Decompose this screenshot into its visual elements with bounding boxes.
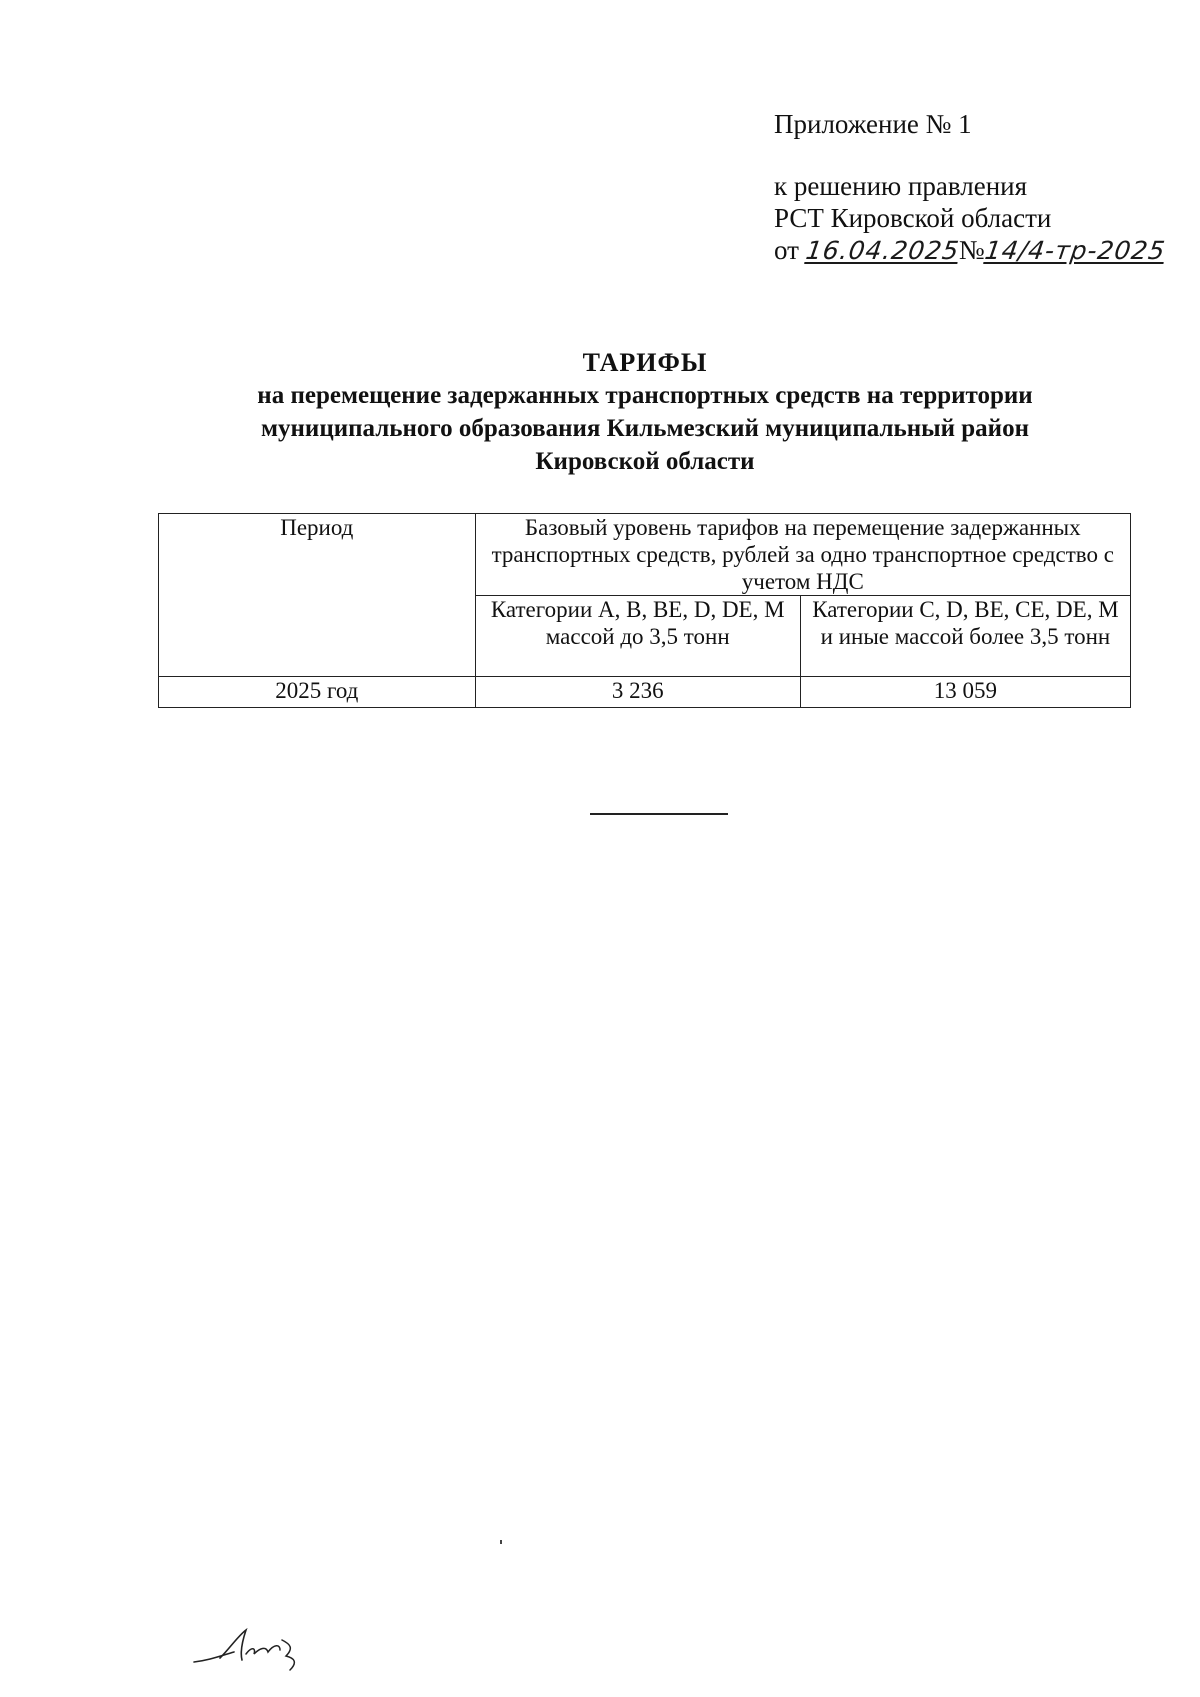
document-title bbox=[150, 346, 1140, 478]
annex-number: Приложение № 1 bbox=[774, 109, 972, 139]
handwritten-decision-number: 14/4-тр-2025 bbox=[982, 236, 1167, 265]
scan-speck bbox=[500, 1540, 502, 1544]
header-heavy-category: Категории C, D, BE, CE, DE, M и иные массой более 3,5 тонн bbox=[800, 596, 1130, 677]
end-divider bbox=[590, 813, 728, 815]
handwritten-signature-icon bbox=[190, 1618, 340, 1678]
annex-date-prefix: от bbox=[774, 235, 799, 265]
title-line-3: Кировской области bbox=[535, 448, 755, 475]
table-row bbox=[159, 677, 1131, 708]
title-line-2: муниципального образования Кильмезский муниципальный район bbox=[261, 415, 1029, 442]
header-light-category: Категории A, B, BE, D, DE, M массой до 3,5 тонн bbox=[475, 596, 800, 677]
annex-to-decision: к решению правления bbox=[774, 171, 1028, 201]
cell-light-tariff: 3 236 bbox=[475, 677, 800, 708]
header-period: Период bbox=[159, 514, 476, 677]
annex-header bbox=[774, 108, 1165, 267]
tariffs-table bbox=[158, 513, 1131, 708]
annex-date-line bbox=[774, 234, 1165, 267]
annex-number-sign: № bbox=[958, 235, 985, 265]
annex-organization: РСТ Кировской области bbox=[774, 203, 1052, 233]
cell-heavy-tariff: 13 059 bbox=[800, 677, 1130, 708]
handwritten-date: 16.04.2025 bbox=[803, 236, 961, 265]
title-main: ТАРИФЫ bbox=[582, 348, 708, 377]
table-header-row bbox=[159, 514, 1131, 596]
cell-period: 2025 год bbox=[159, 677, 476, 708]
header-base-tariff: Базовый уровень тарифов на перемещение задержанных транспортных средств, рублей за одно транспортное средство с учетом НДС bbox=[475, 514, 1130, 596]
title-line-1: на перемещение задержанных транспортных средств на территории bbox=[257, 382, 1033, 409]
